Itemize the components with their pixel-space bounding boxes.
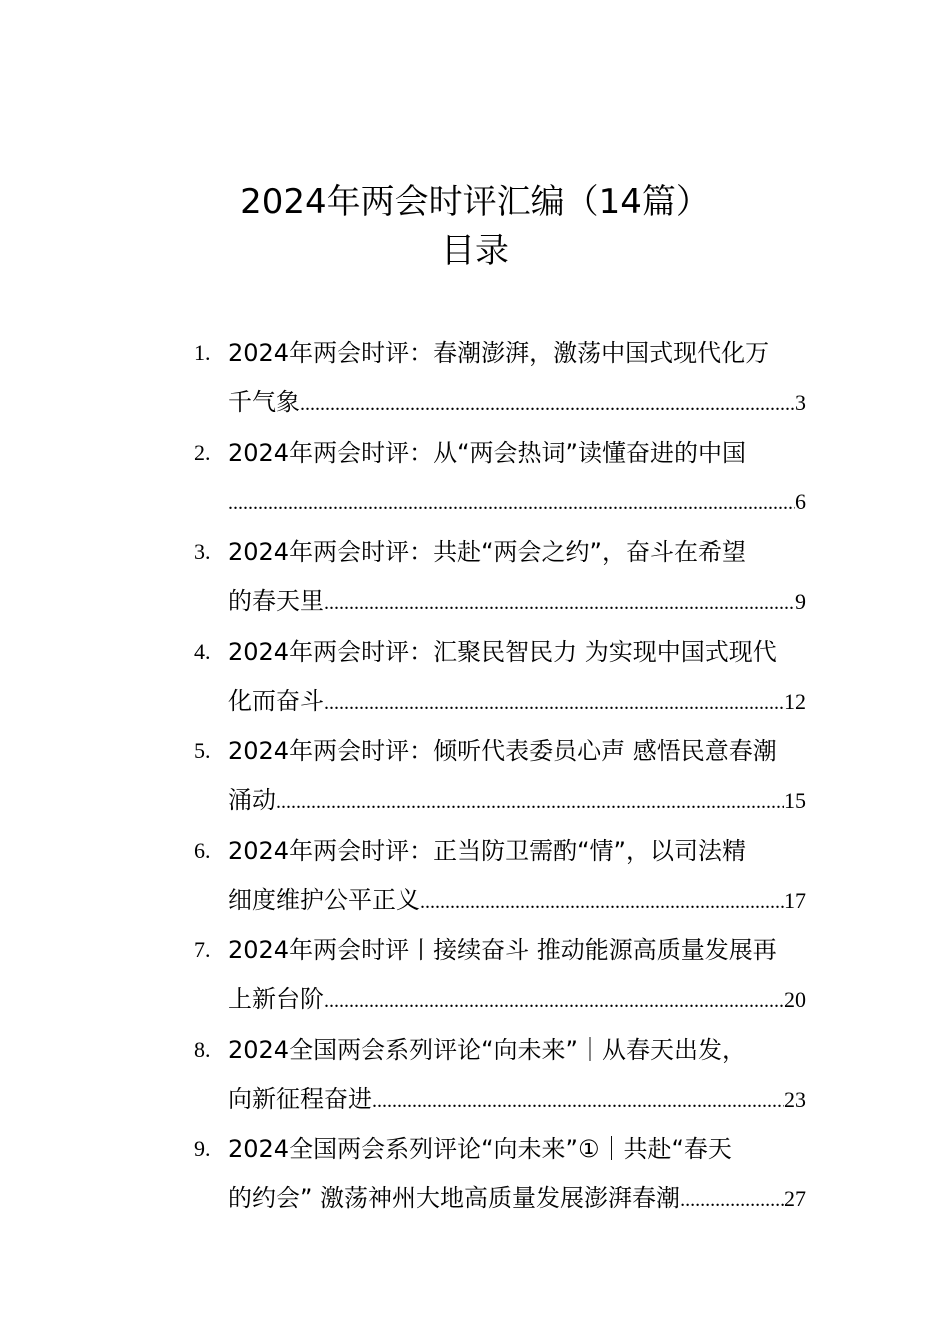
- toc-entry[interactable]: [0, 327, 950, 427]
- table-of-contents: [0, 327, 950, 1223]
- toc-entry-leader-line: [228, 882, 806, 920]
- toc-entry-title: 2024年两会时评丨接续奋斗 推动能源高质量发展再: [228, 936, 777, 964]
- toc-entry-leader-line: [228, 981, 806, 1019]
- toc-entry-title: 2024年两会时评：共赴“两会之约”，奋斗在希望: [228, 538, 746, 566]
- toc-entry-title-cont: 细度维护公平正义: [228, 885, 420, 914]
- toc-entry[interactable]: [0, 924, 950, 1024]
- toc-entry-title: 2024全国两会系列评论“向未来”｜从春天出发，: [228, 1035, 746, 1064]
- toc-entry-leader-line: [228, 1081, 806, 1119]
- toc-entry-title-cont: 上新台阶: [228, 985, 324, 1013]
- dot-leader: [300, 386, 795, 422]
- toc-entry-title: 2024全国两会系列评论“向未来”①｜共赴“春天: [228, 1135, 732, 1163]
- dot-leader: [680, 1182, 784, 1218]
- toc-entry-page: 17: [784, 887, 806, 913]
- toc-entry-leader-line: [228, 1180, 806, 1218]
- toc-entry-leader-line: [228, 683, 806, 721]
- toc-entry-number: 7.: [194, 937, 211, 962]
- toc-entry[interactable]: [0, 825, 950, 925]
- toc-entry-page: 20: [784, 987, 806, 1012]
- toc-entry-number: 8.: [194, 1036, 211, 1062]
- toc-entry-title-cont: 化而奋斗: [228, 686, 324, 715]
- toc-entry[interactable]: [0, 526, 950, 626]
- toc-entry-number: 3.: [194, 539, 211, 564]
- toc-entry[interactable]: [0, 1024, 950, 1124]
- dot-leader: [228, 485, 795, 521]
- toc-entry-title: 2024年两会时评：汇聚民智民力 为实现中国式现代: [228, 637, 777, 666]
- toc-entry-title-cont: 的约会” 激荡神州大地高质量发展澎湃春潮: [228, 1184, 681, 1212]
- toc-entry-leader-line: [228, 782, 806, 820]
- dot-leader: [324, 585, 795, 621]
- toc-entry-title: 2024年两会时评：从“两会热词”读懂奋进的中国: [228, 438, 746, 467]
- dot-leader: [420, 884, 784, 920]
- toc-entry-page: 23: [784, 1086, 806, 1112]
- toc-entry-number: 4.: [194, 638, 211, 664]
- toc-entry-page: 15: [784, 788, 806, 813]
- toc-entry[interactable]: [0, 725, 950, 825]
- dot-leader: [324, 983, 784, 1019]
- toc-entry-number: 9.: [194, 1136, 211, 1161]
- toc-entry-page: 6: [795, 488, 806, 514]
- toc-entry-leader-line: [228, 583, 806, 621]
- toc-entry-page: 27: [784, 1186, 806, 1211]
- dot-leader: [324, 685, 784, 721]
- toc-entry-title-cont: 向新征程奋进: [228, 1084, 372, 1113]
- toc-entry[interactable]: [0, 626, 950, 726]
- toc-entry-title: 2024年两会时评：正当防卫需酌“情”，以司法精: [228, 836, 746, 865]
- toc-entry-number: 1.: [194, 340, 211, 365]
- toc-entry-title-cont: 的春天里: [228, 587, 324, 615]
- toc-entry-leader-line: [228, 484, 806, 521]
- dot-leader: [276, 784, 784, 820]
- toc-entry-number: 6.: [194, 837, 211, 863]
- toc-entry-number: 5.: [194, 738, 211, 763]
- toc-entry-title: 2024年两会时评：春潮澎湃，激荡中国式现代化万: [228, 339, 770, 367]
- toc-entry-title-cont: 涌动: [228, 786, 276, 814]
- toc-heading: 目录: [441, 231, 509, 271]
- document-title: 2024年两会时评汇编（14篇）: [240, 182, 710, 222]
- toc-entry-page: 12: [784, 688, 806, 714]
- dot-leader: [372, 1083, 784, 1119]
- toc-entry-page: 9: [795, 589, 806, 614]
- toc-entry-title-cont: 千气象: [228, 388, 300, 416]
- toc-entry[interactable]: [0, 427, 950, 527]
- toc-entry-title: 2024年两会时评：倾听代表委员心声 感悟民意春潮: [228, 737, 777, 765]
- toc-entry[interactable]: [0, 1123, 950, 1223]
- toc-entry-page: 3: [795, 390, 806, 415]
- toc-entry-leader-line: [228, 384, 806, 422]
- toc-entry-number: 2.: [194, 439, 211, 465]
